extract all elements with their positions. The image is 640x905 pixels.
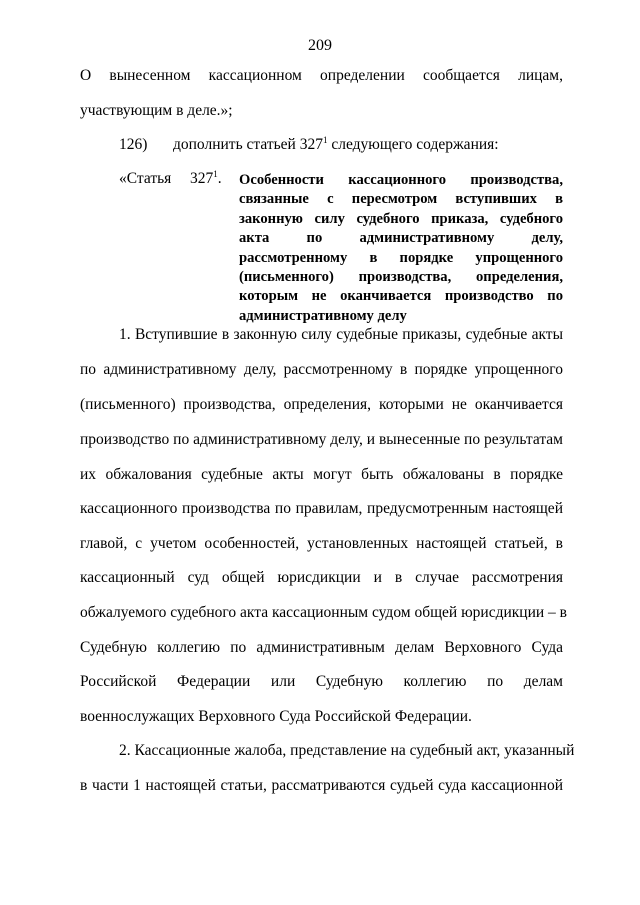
heading-line: (письменного) производства, определения, xyxy=(239,269,563,286)
heading-line: административному делу xyxy=(239,307,407,324)
text-line: в части 1 настоящей статьи, рассматриваются судьей суда кассационной xyxy=(80,777,563,794)
text-line: Российской Федерации или Судебную коллегию по делам xyxy=(80,673,563,690)
heading-line: акта по административному делу, xyxy=(239,230,563,247)
page-number: 209 xyxy=(308,37,332,54)
article-sup: 1 xyxy=(213,169,218,179)
article-heading xyxy=(239,171,563,326)
item-text-after: следующего содержания: xyxy=(327,136,499,153)
text-line: (письменного) производства, определения, которыми не оканчивается xyxy=(80,396,563,413)
text-line: их обжалования судебные акты могут быть обжалованы в порядке xyxy=(80,466,563,483)
article-word: «Статья xyxy=(119,170,172,187)
text-line: обжалуемого судебного акта кассационным судом общей юрисдикции – в xyxy=(80,604,568,621)
heading-line: законную силу судебного приказа, судебного xyxy=(239,210,563,227)
text-line: кассационного производства по правилам, предусмотренным настоящей xyxy=(80,500,563,517)
article-dot: . xyxy=(217,170,222,187)
heading-line: рассмотренному в порядке упрощенного xyxy=(239,249,563,266)
item-number: 126) xyxy=(119,136,148,153)
text-line: О вынесенном кассационном определении сообщается лицам, xyxy=(80,67,563,84)
heading-line: связанные с пересмотром вступивших в xyxy=(239,191,563,208)
text-line: Судебную коллегию по административным делам Верховного Суда xyxy=(80,639,563,656)
article-number xyxy=(190,170,222,188)
item-sup: 1 xyxy=(322,135,328,145)
text-line: военнослужащих Верховного Суда Российской Федерации. xyxy=(80,708,472,725)
heading-line: Особенности кассационного производства, xyxy=(239,172,563,188)
text-line: по административному делу, рассмотренному в порядке упрощенного xyxy=(80,361,563,378)
item-text xyxy=(173,136,499,154)
item-text-before: дополнить статьей 327 xyxy=(173,136,323,153)
text-line: участвующим в деле.»; xyxy=(80,102,233,119)
text-line: главой, с учетом особенностей, установленных настоящей статьей, в xyxy=(80,535,563,552)
article-num: 327 xyxy=(190,170,214,187)
text-line: 1. Вступившие в законную силу судебные приказы, судебные акты xyxy=(119,326,563,343)
text-line: кассационный суд общей юрисдикции и в случае рассмотрения xyxy=(80,569,563,586)
heading-line: которым не оканчивается производство по xyxy=(239,288,563,305)
text-line: производство по административному делу, и вынесенные по результатам xyxy=(80,431,563,448)
text-line: 2. Кассационные жалоба, представление на судебный акт, указанный xyxy=(119,742,575,759)
